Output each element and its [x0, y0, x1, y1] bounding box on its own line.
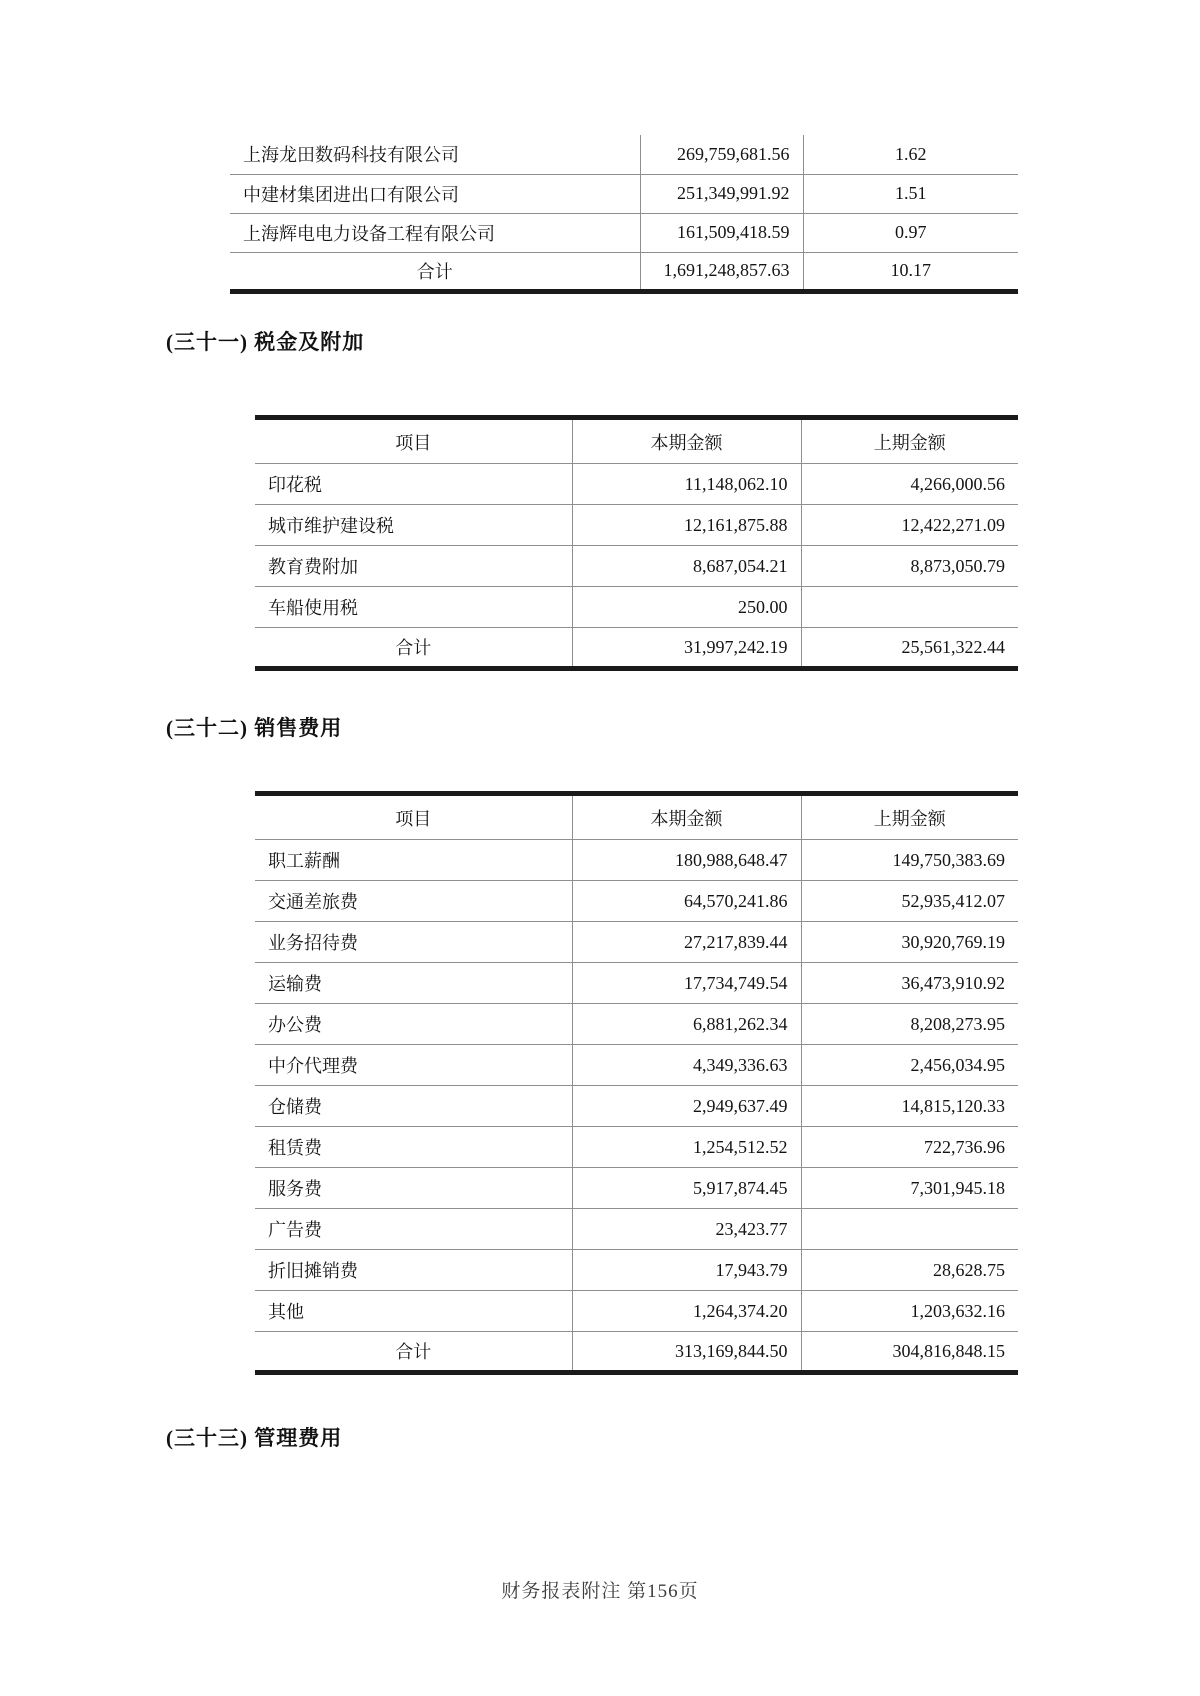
item-cell: 运输费 — [255, 963, 572, 1004]
previous-amount-cell — [801, 587, 1018, 628]
table-row — [230, 135, 1018, 174]
item-cell: 交通差旅费 — [255, 881, 572, 922]
current-amount-cell: 2,949,637.49 — [572, 1086, 801, 1127]
previous-amount-cell: 14,815,120.33 — [801, 1086, 1018, 1127]
current-amount-cell: 23,423.77 — [572, 1209, 801, 1250]
page-footer: 财务报表附注 第156页 — [501, 1581, 699, 1602]
amount-cell: 251,349,991.92 — [640, 174, 803, 213]
current-amount-cell: 27,217,839.44 — [572, 922, 801, 963]
header-item: 项目 — [255, 794, 572, 840]
table-row — [255, 1086, 1018, 1127]
table-row — [255, 881, 1018, 922]
table-row — [255, 1127, 1018, 1168]
amount-cell: 161,509,418.59 — [640, 213, 803, 252]
previous-amount-cell: 8,208,273.95 — [801, 1004, 1018, 1045]
company-name-cell: 中建材集团进出口有限公司 — [230, 174, 640, 213]
item-cell: 车船使用税 — [255, 587, 572, 628]
current-amount-cell: 4,349,336.63 — [572, 1045, 801, 1086]
current-amount-cell: 1,254,512.52 — [572, 1127, 801, 1168]
item-cell: 服务费 — [255, 1168, 572, 1209]
amount-cell: 1,691,248,857.63 — [640, 252, 803, 291]
previous-amount-cell: 4,266,000.56 — [801, 464, 1018, 505]
previous-amount-cell: 722,736.96 — [801, 1127, 1018, 1168]
previous-amount-cell — [801, 1209, 1018, 1250]
header-current: 本期金额 — [572, 794, 801, 840]
previous-amount-cell: 1,203,632.16 — [801, 1291, 1018, 1332]
total-row — [255, 628, 1018, 669]
previous-amount-cell: 12,422,271.09 — [801, 505, 1018, 546]
table-header-row — [255, 794, 1018, 840]
header-previous: 上期金额 — [801, 418, 1018, 464]
item-cell: 其他 — [255, 1291, 572, 1332]
total-label-cell: 合计 — [416, 261, 453, 282]
top-table — [230, 135, 1018, 294]
item-cell: 仓储费 — [255, 1086, 572, 1127]
section-heading-selling-expenses: (三十二) 销售费用 — [166, 716, 343, 740]
previous-amount-cell: 304,816,848.15 — [801, 1332, 1018, 1373]
item-cell: 办公费 — [255, 1004, 572, 1045]
table-row — [255, 1045, 1018, 1086]
item-cell: 城市维护建设税 — [255, 505, 572, 546]
table-row — [255, 1168, 1018, 1209]
current-amount-cell: 11,148,062.10 — [572, 464, 801, 505]
table-header-row — [255, 418, 1018, 464]
current-amount-cell: 64,570,241.86 — [572, 881, 801, 922]
selling-expenses-table — [255, 791, 1018, 1375]
previous-amount-cell: 52,935,412.07 — [801, 881, 1018, 922]
taxes-surcharges-table — [255, 415, 1018, 671]
current-amount-cell: 17,734,749.54 — [572, 963, 801, 1004]
current-amount-cell: 1,264,374.20 — [572, 1291, 801, 1332]
table-row — [255, 1250, 1018, 1291]
total-row — [255, 1332, 1018, 1373]
table-row — [230, 213, 1018, 252]
company-name-cell: 上海龙田数码科技有限公司 — [230, 135, 640, 174]
ratio-cell: 10.17 — [803, 252, 1018, 291]
previous-amount-cell: 30,920,769.19 — [801, 922, 1018, 963]
ratio-cell: 1.62 — [803, 135, 1018, 174]
table-row — [230, 174, 1018, 213]
company-name-cell: 上海辉电电力设备工程有限公司 — [230, 213, 640, 252]
current-amount-cell: 6,881,262.34 — [572, 1004, 801, 1045]
current-amount-cell: 31,997,242.19 — [572, 628, 801, 669]
table-row — [255, 587, 1018, 628]
table-row — [255, 840, 1018, 881]
total-label-cell: 合计 — [395, 1342, 432, 1362]
item-cell: 租赁费 — [255, 1127, 572, 1168]
header-previous: 上期金额 — [801, 794, 1018, 840]
current-amount-cell: 8,687,054.21 — [572, 546, 801, 587]
amount-cell: 269,759,681.56 — [640, 135, 803, 174]
table-row — [255, 1004, 1018, 1045]
table-row — [255, 963, 1018, 1004]
previous-amount-cell: 149,750,383.69 — [801, 840, 1018, 881]
item-cell: 职工薪酬 — [255, 840, 572, 881]
item-cell: 业务招待费 — [255, 922, 572, 963]
current-amount-cell: 313,169,844.50 — [572, 1332, 801, 1373]
table-row — [255, 1209, 1018, 1250]
current-amount-cell: 250.00 — [572, 587, 801, 628]
table-row — [255, 505, 1018, 546]
previous-amount-cell: 8,873,050.79 — [801, 546, 1018, 587]
current-amount-cell: 180,988,648.47 — [572, 840, 801, 881]
total-label-cell: 合计 — [395, 638, 432, 658]
ratio-cell: 1.51 — [803, 174, 1018, 213]
header-current: 本期金额 — [572, 418, 801, 464]
item-cell: 中介代理费 — [255, 1045, 572, 1086]
section-heading-admin-expenses: (三十三) 管理费用 — [166, 1426, 343, 1450]
table-row — [255, 464, 1018, 505]
item-cell: 折旧摊销费 — [255, 1250, 572, 1291]
total-row — [230, 252, 1018, 291]
current-amount-cell: 12,161,875.88 — [572, 505, 801, 546]
table-row — [255, 1291, 1018, 1332]
previous-amount-cell: 36,473,910.92 — [801, 963, 1018, 1004]
previous-amount-cell: 28,628.75 — [801, 1250, 1018, 1291]
header-item: 项目 — [255, 418, 572, 464]
previous-amount-cell: 25,561,322.44 — [801, 628, 1018, 669]
item-cell: 教育费附加 — [255, 546, 572, 587]
section-heading-taxes: (三十一) 税金及附加 — [166, 330, 365, 354]
table-row — [255, 922, 1018, 963]
previous-amount-cell: 7,301,945.18 — [801, 1168, 1018, 1209]
previous-amount-cell: 2,456,034.95 — [801, 1045, 1018, 1086]
table-row — [255, 546, 1018, 587]
current-amount-cell: 5,917,874.45 — [572, 1168, 801, 1209]
item-cell: 印花税 — [255, 464, 572, 505]
current-amount-cell: 17,943.79 — [572, 1250, 801, 1291]
ratio-cell: 0.97 — [803, 213, 1018, 252]
item-cell: 广告费 — [255, 1209, 572, 1250]
